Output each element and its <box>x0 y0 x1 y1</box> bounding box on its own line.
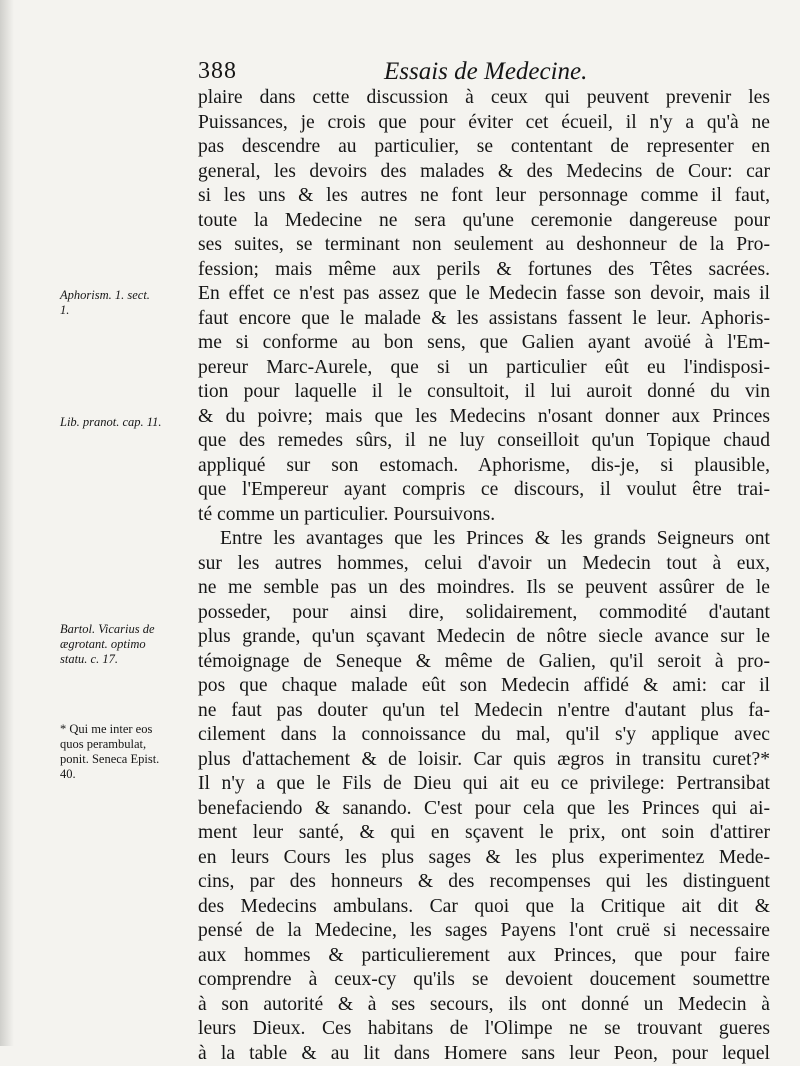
text-line: pas descendre au particulier, se contentant de representer en <box>198 135 770 160</box>
text-line: Puissances, je crois que pour éviter cet écueil, il n'y a qu'à ne <box>198 111 770 136</box>
text-line: pensé de la Medecine, les sages Payens l'ont cruë si necessaire <box>198 919 770 944</box>
text-line: ne faut pas douter qu'un tel Medecin n'entre d'autant plus fa- <box>198 699 770 724</box>
text-line: à son autorité & à ses secours, ils ont donné un Medecin à <box>198 993 770 1018</box>
text-line: Il n'y a que le Fils de Dieu qui ait eu ce privilege: Pertransibat <box>198 772 770 797</box>
text-line: leurs Dieux. Ces habitans de l'Olimpe ne se trouvant gueres <box>198 1017 770 1042</box>
text-line: comprendre à ceux-cy qu'ils se devoient doucement soumettre <box>198 968 770 993</box>
body-text <box>198 86 770 1066</box>
note-line: Bartol. Vicarius de <box>60 622 196 637</box>
running-title: Essais de Medecine. <box>384 58 587 86</box>
text-line: que des remedes sûrs, il ne luy conseilloit qu'un Topique chaud <box>198 429 770 454</box>
text-line: me si conforme au bon sens, que Galien ayant avoüé à l'Em- <box>198 331 770 356</box>
text-line: que l'Empereur ayant compris ce discours, il voulut être trai- <box>198 478 770 503</box>
text-line: aux hommes & particulierement aux Princes, que pour faire <box>198 944 770 969</box>
text-line: à la table & au lit dans Homere sans leur Peon, pour lequel <box>198 1042 770 1066</box>
text-line: pereur Marc-Aurele, que si un particulier eût eu l'indisposi- <box>198 356 770 381</box>
text-line: general, les devoirs des malades & des Medecins de Cour: car <box>198 160 770 185</box>
text-line: té comme un particulier. Poursuivons. <box>198 503 770 528</box>
text-line: cins, par des honneurs & des recompenses qui les distinguent <box>198 870 770 895</box>
note-line: quos perambulat, <box>60 737 196 752</box>
margin-note-aphorism <box>60 288 196 318</box>
note-line: 40. <box>60 767 196 782</box>
text-line: appliqué sur son estomach. Aphorisme, dis-je, si plausible, <box>198 454 770 479</box>
note-line: ægrotant. optimo <box>60 637 196 652</box>
text-line: ne me semble pas un des moindres. Ils se peuvent assûrer de le <box>198 576 770 601</box>
text-line: plus grande, qu'un sçavant Medecin de nôtre siecle avance sur le <box>198 625 770 650</box>
text-line: faut encore que le malade & les assistans fassent le leur. Aphoris- <box>198 307 770 332</box>
text-line: en leurs Cours les plus sages & les plus experimentez Mede- <box>198 846 770 871</box>
margin-note-seneca <box>60 722 196 782</box>
note-line: * Qui me inter eos <box>60 722 196 737</box>
text-line: Entre les avantages que les Princes & les grands Seigneurs ont <box>198 527 770 552</box>
text-line: sur les autres hommes, celui d'avoir un Medecin tout à eux, <box>198 552 770 577</box>
running-header <box>198 58 768 88</box>
text-line: toute la Medecine ne sera qu'une ceremonie dangereuse pour <box>198 209 770 234</box>
margin-note-bartol <box>60 622 196 667</box>
text-line: pos que chaque malade eût son Medecin affidé & ami: car il <box>198 674 770 699</box>
text-line: & du poivre; mais que les Medecins n'osant donner aux Princes <box>198 405 770 430</box>
text-line: posseder, pour ainsi dire, solidairement, commodité d'autant <box>198 601 770 626</box>
page-edge-shadow <box>0 0 14 1046</box>
text-line: En effet ce n'est pas assez que le Medecin fasse son devoir, mais il <box>198 282 770 307</box>
note-line: Aphorism. 1. sect. <box>60 288 196 303</box>
margin-note-lib-pranot <box>60 415 196 430</box>
note-line: ponit. Seneca Epist. <box>60 752 196 767</box>
note-line: 1. <box>60 303 196 318</box>
note-line: Lib. pranot. cap. 11. <box>60 415 196 430</box>
text-line: cilement dans la connoissance du mal, qu'il s'y applique avec <box>198 723 770 748</box>
text-line: benefaciendo & sanando. C'est pour cela que les Princes qui ai- <box>198 797 770 822</box>
text-line: témoignage de Seneque & même de Galien, qu'il seroit à pro- <box>198 650 770 675</box>
text-line: fession; mais même aux perils & fortunes des Têtes sacrées. <box>198 258 770 283</box>
page-number: 388 <box>198 58 237 85</box>
text-line: ment leur santé, & qui en sçavent le prix, ont soin d'attirer <box>198 821 770 846</box>
text-line: plaire dans cette discussion à ceux qui peuvent prevenir les <box>198 86 770 111</box>
text-line: plus d'attachement & de loisir. Car quis ægros in transitu curet?* <box>198 748 770 773</box>
note-line: statu. c. 17. <box>60 652 196 667</box>
text-line: des Medecins ambulans. Car quoi que la Critique ait dit & <box>198 895 770 920</box>
text-line: ses suites, se terminant non seulement au deshonneur de la Pro- <box>198 233 770 258</box>
text-line: tion pour laquelle il le consultoit, il lui auroit donné du vin <box>198 380 770 405</box>
text-line: si les uns & les autres ne font leur personnage comme il faut, <box>198 184 770 209</box>
